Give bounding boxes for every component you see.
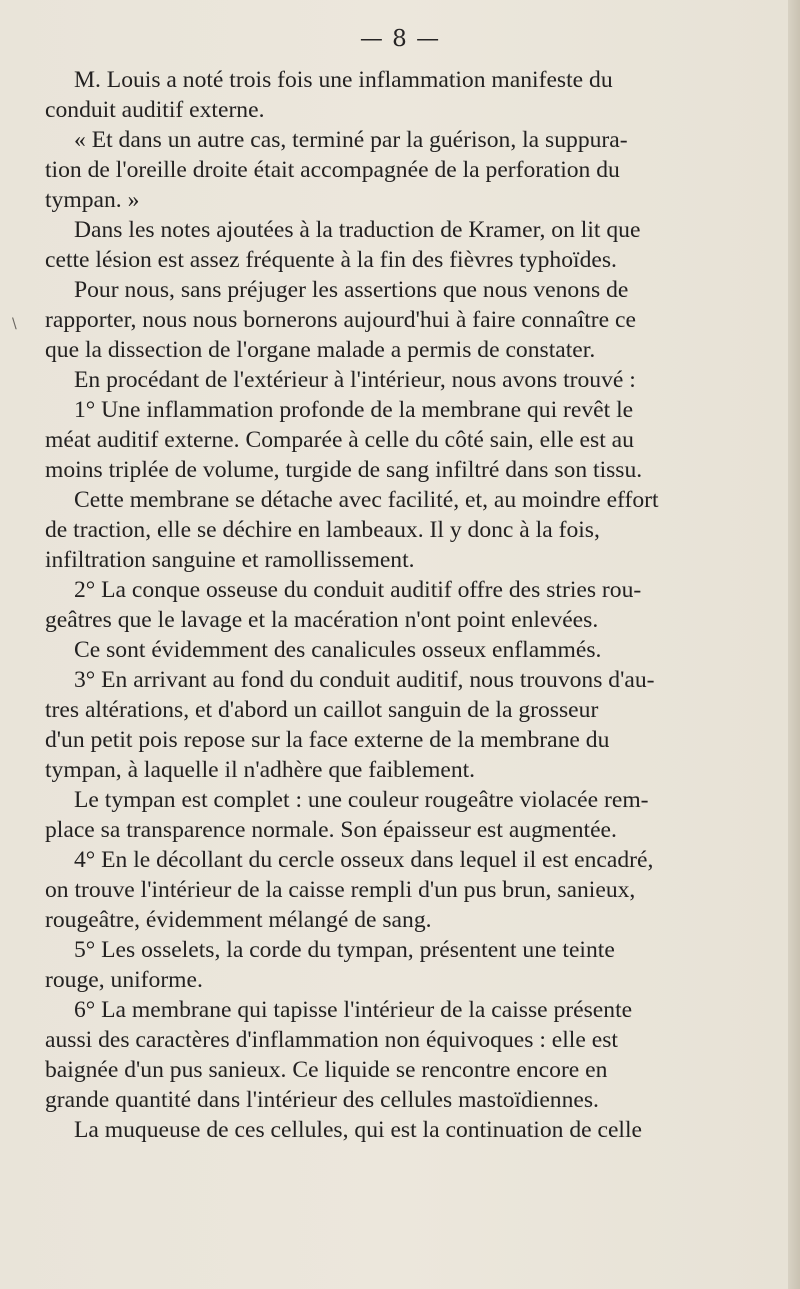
text-line: infiltration sanguine et ramollissement. [45, 547, 415, 573]
text-line: de traction, elle se déchire en lambeaux. Il y donc à la fois, [45, 517, 600, 543]
page-edge [788, 0, 800, 1289]
text-line: on trouve l'intérieur de la caisse rempli d'un pus brun, sanieux, [45, 877, 636, 903]
text-line: conduit auditif externe. [45, 97, 265, 123]
text-line: 5° Les osselets, la corde du tympan, présentent une teinte [74, 937, 615, 963]
text-line: tres altérations, et d'abord un caillot sanguin de la grosseur [45, 697, 599, 723]
text-line: Pour nous, sans préjuger les assertions que nous venons de [74, 277, 629, 303]
text-line: aussi des caractères d'inflammation non équivoques : elle est [45, 1027, 618, 1053]
text-line: 2° La conque osseuse du conduit auditif offre des stries rou- [74, 577, 642, 603]
text-line: La muqueuse de ces cellules, qui est la continuation de celle [74, 1117, 643, 1143]
text-line: Cette membrane se détache avec facilité, et, au moindre effort [74, 487, 659, 513]
page-number: — 8 — [359, 26, 441, 52]
text-line: rouge, uniforme. [45, 967, 203, 993]
text-line: baignée d'un pus sanieux. Ce liquide se rencontre encore en [45, 1057, 608, 1083]
text-line: tion de l'oreille droite était accompagnée de la perforation du [45, 157, 620, 183]
text-line: tympan. » [45, 187, 140, 213]
text-line: méat auditif externe. Comparée à celle du côté sain, elle est au [45, 427, 634, 453]
text-line: rapporter, nous nous bornerons aujourd'hui à faire connaître ce [45, 307, 636, 333]
text-line: « Et dans un autre cas, terminé par la guérison, la suppura- [74, 127, 628, 153]
text-line: Dans les notes ajoutées à la traduction de Kramer, on lit que [74, 217, 641, 243]
text-line: En procédant de l'extérieur à l'intérieur, nous avons trouvé : [74, 367, 636, 393]
text-line: place sa transparence normale. Son épaisseur est augmentée. [45, 817, 617, 843]
text-line: 4° En le décollant du cercle osseux dans lequel il est encadré, [74, 847, 654, 873]
text-line: M. Louis a noté trois fois une inflammation manifeste du [74, 67, 613, 93]
margin-mark: \ [12, 316, 17, 332]
text-line: 3° En arrivant au fond du conduit auditif, nous trouvons d'au- [74, 667, 655, 693]
text-line: moins triplée de volume, turgide de sang infiltré dans son tissu. [45, 457, 643, 483]
text-line: geâtres que le lavage et la macération n'ont point enlevées. [45, 607, 599, 633]
text-line: 1° Une inflammation profonde de la membrane qui revêt le [74, 397, 634, 423]
text-line: grande quantité dans l'intérieur des cellules mastoïdiennes. [45, 1087, 599, 1113]
text-line: Ce sont évidemment des canalicules osseux enflammés. [74, 637, 602, 663]
text-line: cette lésion est assez fréquente à la fin des fièvres typhoïdes. [45, 247, 617, 273]
text-line: tympan, à laquelle il n'adhère que faiblement. [45, 757, 476, 783]
text-line: d'un petit pois repose sur la face externe de la membrane du [45, 727, 610, 753]
body-text [45, 65, 787, 1145]
text-line: rougeâtre, évidemment mélangé de sang. [45, 907, 432, 933]
text-line: que la dissection de l'organe malade a permis de constater. [45, 337, 596, 363]
text-line: Le tympan est complet : une couleur rougeâtre violacée rem- [74, 787, 649, 813]
text-line: 6° La membrane qui tapisse l'intérieur de la caisse présente [74, 997, 633, 1023]
